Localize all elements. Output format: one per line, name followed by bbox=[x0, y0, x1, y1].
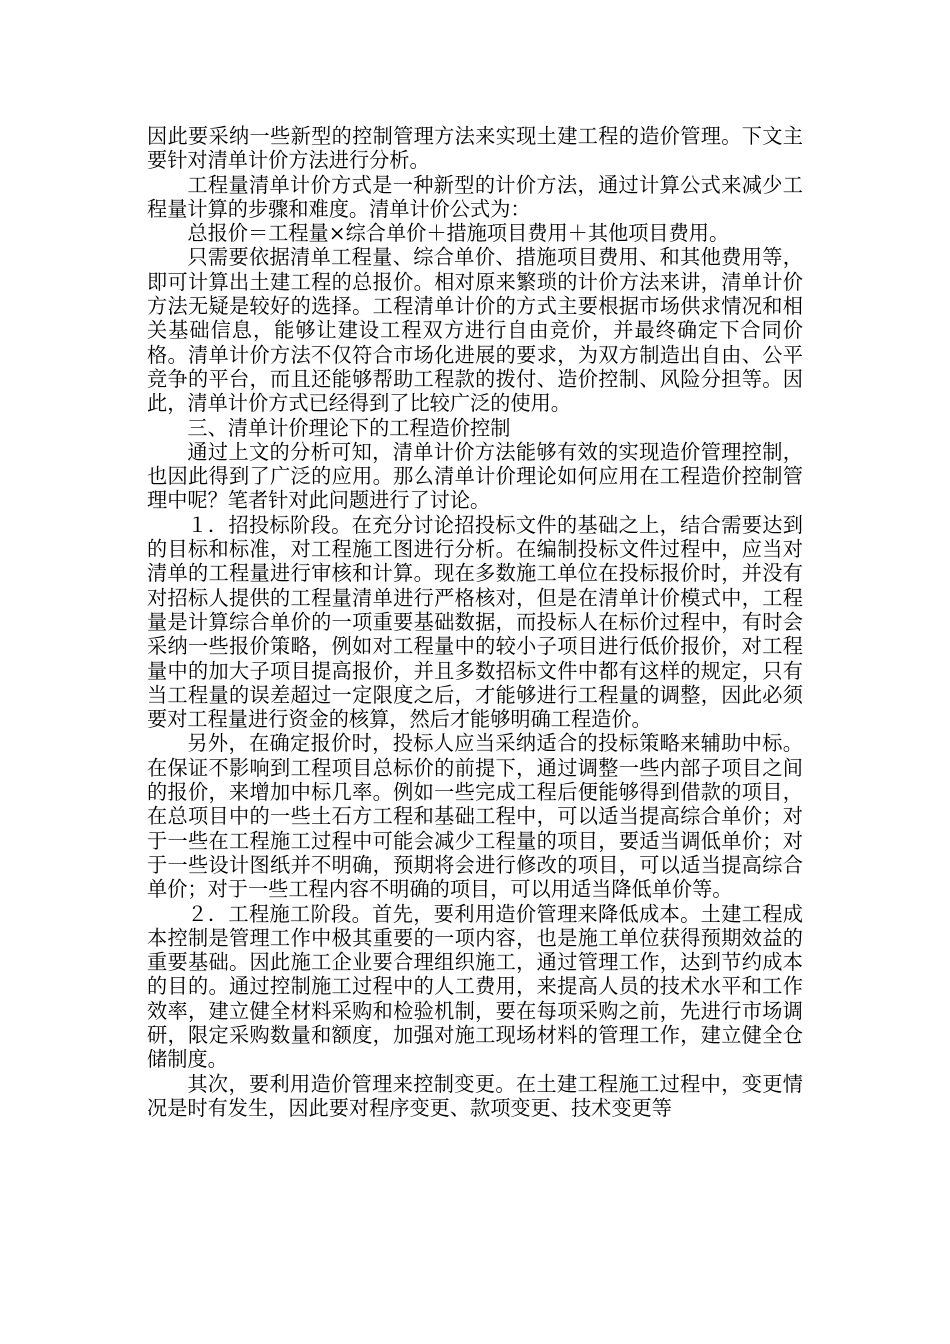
paragraph-bidding-stage: １．招投标阶段。在充分讨论招投标文件的基础之上，结合需要达到的目标和标准，对工程施工图进行分析。在编制投标文件过程中，应当对清单的工程量进行审核和计算。现在多数施工单位在投标报价时，并没有对招标人提供的工程量清单进行严格核对，但是在清单计价模式中，工程量是计算综合单价的一项重要基础数据，而投标人在标价过程中，有时会采纳一些报价策略，例如对工程量中的较小子项目进行低价报价，对工程量中的加大子项目提高报价，并且多数招标文件中都有这样的规定，只有当工程量的误差超过一定限度之后，才能够进行工程量的调整，因此必须要对工程量进行资金的核算，然后才能够明确工程造价。 bbox=[147, 512, 803, 732]
paragraph-formula: 总报价＝工程量×综合单价＋措施项目费用＋其他项目费用。 bbox=[187, 221, 730, 246]
paragraph-bill-method: 工程量清单计价方式是一种新型的计价方法，通过计算公式来减少工程量计算的步骤和难度。清单计价公式为： bbox=[147, 172, 803, 221]
paragraph-bill-advantages: 只需要依据清单工程量、综合单价、措施项目费用、和其他费用等，即可计算出土建工程的总报价。相对原来繁琐的计价方法来讲，清单计价方法无疑是较好的选择。工程清单计价的方式主要根据市场供求情况和相关基础信息，能够让建设工程双方进行自由竞价，并最终确定下合同价格。清单计价方法不仅符合市场化进展的要求，为双方制造出自由、公平竞争的平台，而且还能够帮助工程款的拨付、造价控制、风险分担等。因此，清单计价方式已经得到了比较广泛的使用。 bbox=[147, 245, 803, 416]
paragraph-construction-stage: ２．工程施工阶段。首先，要利用造价管理来降低成本。土建工程成本控制是管理工作中极其重要的一项内容，也是施工单位获得预期效益的重要基础。因此施工企业要合理组织施工，通过管理工作，达到节约成本的目的。通过控制施工过程中的人工费用，来提高人员的技术水平和工作效率，建立健全材料采购和检验机制，要在每项采购之前，先进行市场调研，限定采购数量和额度，加强对施工现场材料的管理工作，建立健全仓储制度。 bbox=[147, 901, 803, 1072]
document-body bbox=[147, 124, 803, 1120]
paragraph-change-control: 其次，要利用造价管理来控制变更。在土建工程施工过程中，变更情况是时有发生，因此要对程序变更、款项变更、技术变更等 bbox=[147, 1071, 803, 1120]
paragraph-bidding-strategy: 另外，在确定报价时，投标人应当采纳适合的投标策略来辅助中标。在保证不影响到工程项目总标价的前提下，通过调整一些内部子项目之间的报价，来增加中标几率。例如一些完成工程后便能够得到借款的项目，在总项目中的一些土石方工程和基础工程中，可以适当提高综合单价；对于一些在工程施工过程中可能会减少工程量的项目，要适当调低单价；对于一些设计图纸并不明确，预期将会进行修改的项目，可以适当提高综合单价；对于一些工程内容不明确的项目，可以用适当降低单价等。 bbox=[147, 731, 803, 902]
paragraph-intro: 因此要采纳一些新型的控制管理方法来实现土建工程的造价管理。下文主要针对清单计价方法进行分析。 bbox=[147, 124, 803, 173]
paragraph-section-intro: 通过上文的分析可知，清单计价方法能够有效的实现造价管理控制，也因此得到了广泛的应用。那么清单计价理论如何应用在工程造价控制管理中呢？笔者针对此问题进行了讨论。 bbox=[147, 439, 803, 513]
section-heading: 三、清单计价理论下的工程造价控制 bbox=[187, 415, 511, 440]
